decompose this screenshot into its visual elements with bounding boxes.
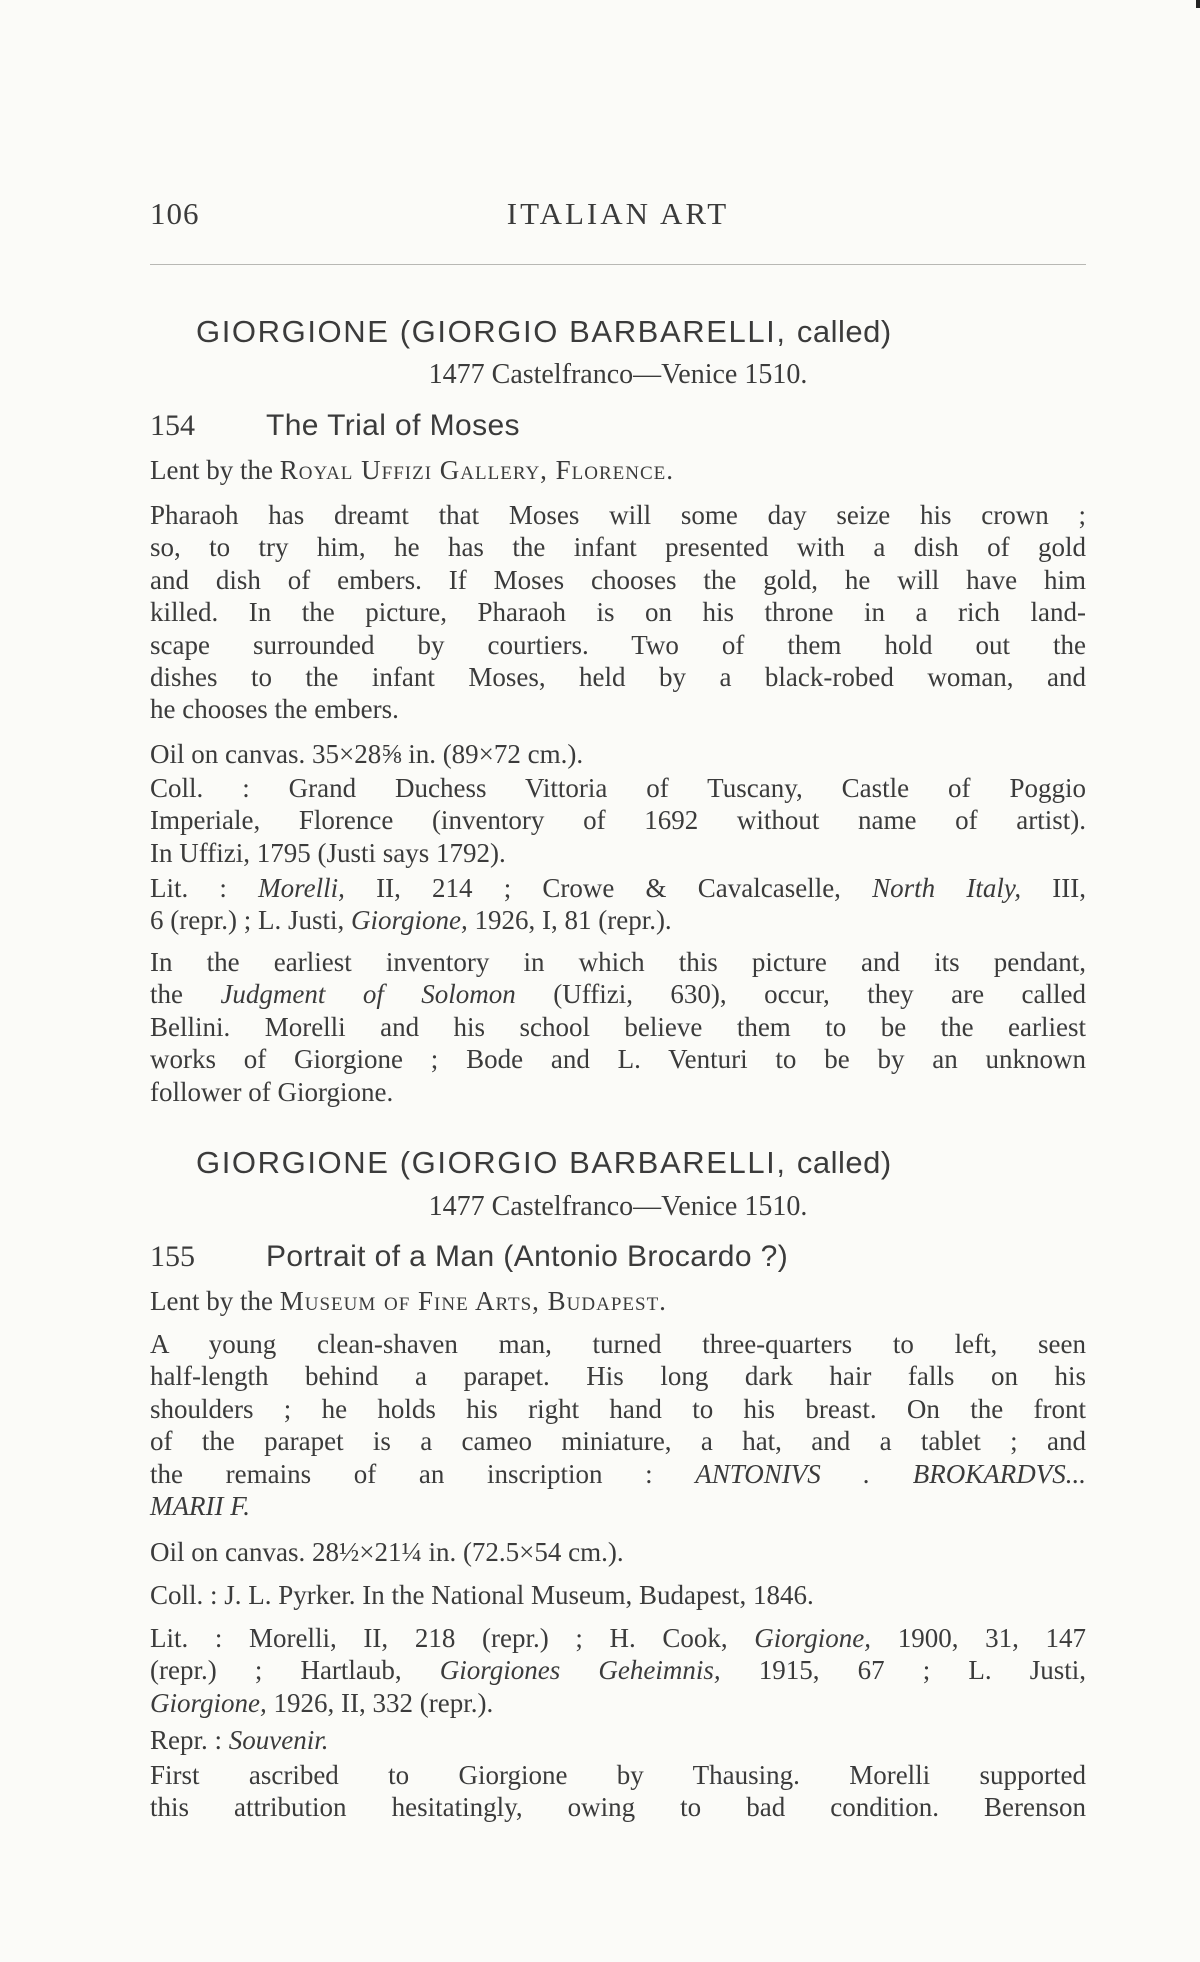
text-line: he chooses the embers.	[150, 694, 399, 725]
artist-called: called)	[796, 1145, 892, 1180]
text-line: the Judgment of Solomon (Uffizi, 630), occur, they are called	[150, 979, 1086, 1010]
medium-dimensions: Oil on canvas. 35×28⅝ in. (89×72 cm.).	[150, 739, 584, 769]
catalogue-number: 154	[150, 409, 195, 442]
text-line: this attribution hesitatingly, owing to bad condition. Berenson	[150, 1792, 1086, 1823]
text-line: and dish of embers. If Moses chooses the gold, he will have him	[150, 564, 1086, 595]
text-line: Imperiale, Florence (inventory of 1692 without name of artist).	[150, 805, 1086, 836]
lender-prefix: Lent by the	[150, 455, 273, 485]
text-line: 6 (repr.) ; L. Justi, Giorgione, 1926, I, 81 (repr.).	[150, 905, 672, 936]
text-line: Giorgione, 1926, II, 332 (repr.).	[150, 1687, 494, 1718]
literature-paragraph	[150, 1622, 1086, 1719]
artwork-title: The Trial of Moses	[266, 409, 520, 442]
reproduction-line: Repr. : Souvenir.	[150, 1725, 329, 1755]
text-line: Pharaoh has dreamt that Moses will some day seize his crown ;	[150, 500, 1086, 530]
artist-dates: 1477 Castelfranco—Venice 1510.	[428, 359, 808, 390]
catalogue-number: 155	[150, 1240, 195, 1273]
artist-heading	[196, 1145, 1086, 1181]
artist-name: GIORGIONE (GIORGIO BARBARELLI,	[196, 314, 787, 349]
text-line: half-length behind a parapet. His long dark hair falls on his	[150, 1361, 1086, 1392]
text-line: so, to try him, he has the infant presented with a dish of gold	[150, 532, 1086, 563]
collection-line: Coll. : J. L. Pyrker. In the National Museum, Budapest, 1846.	[150, 1580, 814, 1610]
text-line: First ascribed to Giorgione by Thausing. Morelli supported	[150, 1760, 1086, 1790]
artist-heading	[196, 314, 1086, 350]
catalogue-title-line	[150, 407, 1086, 445]
text-line: follower of Giorgione.	[150, 1076, 394, 1107]
lender-line	[150, 454, 1086, 486]
text-line: Lit. : Morelli, II, 214 ; Crowe & Cavalcaselle, North Italy, III,	[150, 873, 1086, 903]
text-line: Lit. : Morelli, II, 218 (repr.) ; H. Cook, Giorgione, 1900, 31, 147	[150, 1623, 1087, 1653]
artist-dates: 1477 Castelfranco—Venice 1510.	[428, 1191, 808, 1222]
lender-prefix: Lent by the	[150, 1286, 273, 1316]
lender-line	[150, 1285, 1086, 1317]
text-line: the remains of an inscription : ANTONIVS . BROKARDVS...	[150, 1458, 1086, 1489]
text-line: dishes to the infant Moses, held by a black-robed woman, and	[150, 662, 1086, 693]
note-paragraph	[150, 1759, 1086, 1824]
medium-dimensions: Oil on canvas. 28½×21¼ in. (72.5×54 cm.).	[150, 1537, 624, 1567]
lender-name: Museum of Fine Arts, Budapest.	[279, 1286, 667, 1316]
text-line: Bellini. Morelli and his school believe them to be the earliest	[150, 1011, 1086, 1042]
collection-paragraph	[150, 772, 1086, 869]
text-line: In the earliest inventory in which this picture and its pendant,	[150, 947, 1086, 977]
text-line: shoulders ; he holds his right hand to his breast. On the front	[150, 1393, 1086, 1424]
text-line: scape surrounded by courtiers. Two of them hold out the	[150, 629, 1086, 660]
catalogue-title-line	[150, 1238, 1086, 1276]
note-paragraph	[150, 946, 1086, 1108]
page-number: 106	[150, 196, 200, 231]
lender-name: Royal Uffizi Gallery, Florence.	[279, 455, 675, 485]
description-paragraph	[150, 1328, 1086, 1522]
literature-paragraph	[150, 872, 1086, 937]
artist-name: GIORGIONE (GIORGIO BARBARELLI,	[196, 1145, 787, 1180]
description-paragraph	[150, 499, 1086, 726]
text-line: of the parapet is a cameo miniature, a hat, and a tablet ; and	[150, 1426, 1086, 1457]
text-line: killed. In the picture, Pharaoh is on his throne in a rich land-	[150, 597, 1086, 628]
artist-called: called)	[796, 314, 892, 349]
scan-edge-mark	[1196, 0, 1200, 8]
artwork-title: Portrait of a Man (Antonio Brocardo ?)	[266, 1240, 789, 1273]
running-head	[150, 196, 1086, 242]
text-line: In Uffizi, 1795 (Justi says 1792).	[150, 837, 506, 868]
text-line: Coll. : Grand Duchess Vittoria of Tuscany, Castle of Poggio	[150, 773, 1086, 803]
text-line: works of Giorgione ; Bode and L. Venturi to be by an unknown	[150, 1044, 1086, 1075]
running-title: ITALIAN ART	[506, 196, 730, 231]
text-line: MARII F.	[150, 1491, 250, 1522]
text-line: A young clean-shaven man, turned three-quarters to left, seen	[150, 1329, 1086, 1359]
header-rule	[150, 264, 1086, 265]
text-line: (repr.) ; Hartlaub, Giorgiones Geheimnis, 1915, 67 ; L. Justi,	[150, 1655, 1086, 1686]
